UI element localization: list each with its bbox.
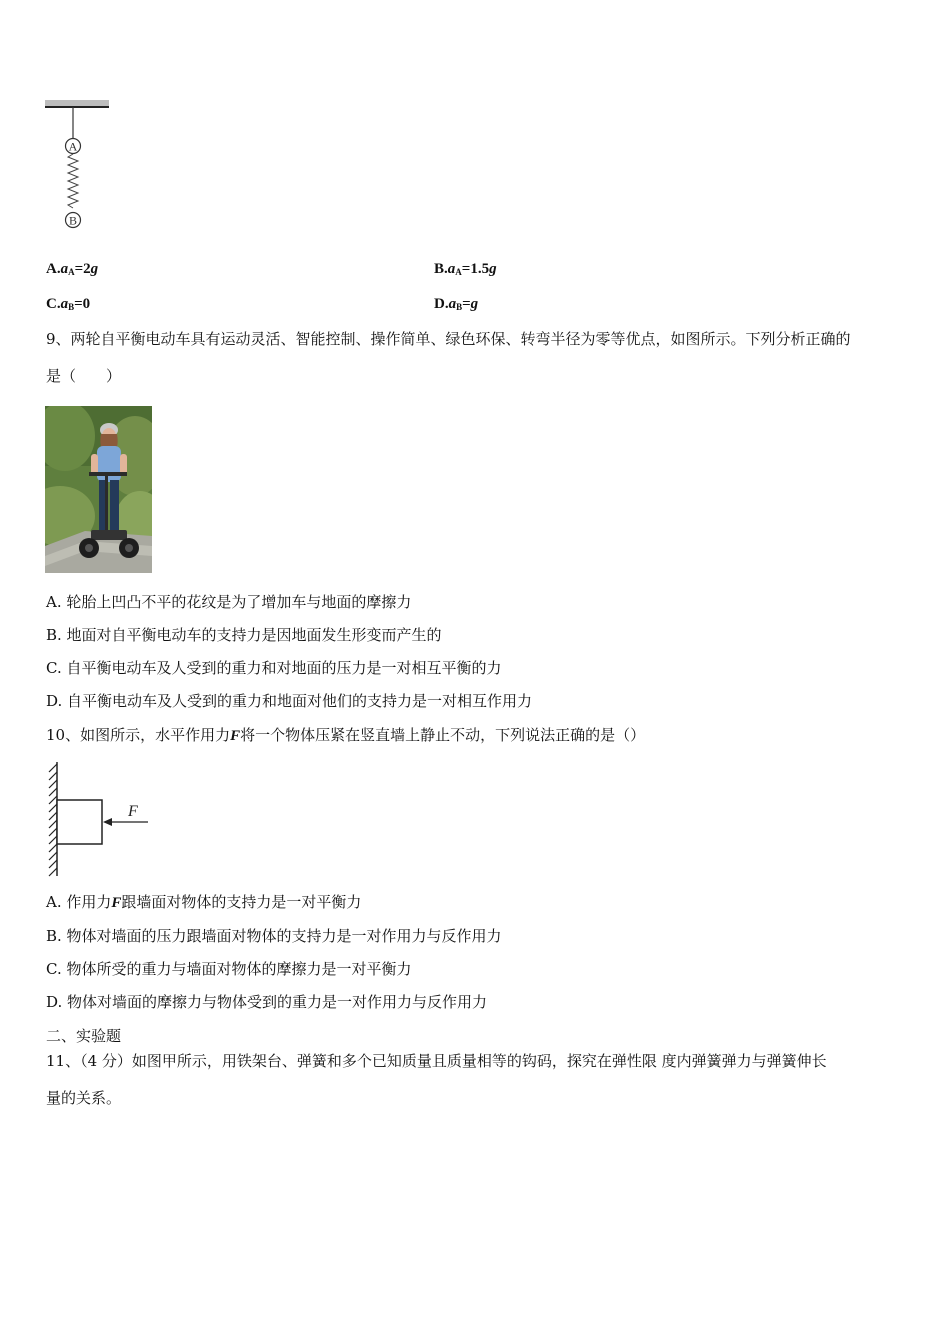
q8-option-d: $D.a_B=g$: [434, 296, 479, 312]
wall-block-figure: [44, 760, 154, 880]
q8-option-b: $B.a_A=1.5g$: [434, 261, 497, 277]
force-label: F: [128, 803, 138, 820]
q10-option-c: C. 物体所受的重力与墙面对物体的摩擦力是一对平衡力: [46, 960, 412, 978]
q10-option-b: B. 物体对墙面的压力跟墙面对物体的支持力是一对作用力与反作用力: [46, 927, 502, 945]
q10-option-d: D. 物体对墙面的摩擦力与物体受到的重力是一对作用力与反作用力: [46, 993, 488, 1011]
spring-coil: [68, 154, 78, 208]
ball-b-label: B: [68, 213, 78, 228]
q9-stem-line2: 是（ ）: [46, 367, 122, 385]
q9-option-b: B. 地面对自平衡电动车的支持力是因地面发生形变而产生的: [46, 626, 442, 644]
wall-hatching: [49, 764, 57, 876]
section-title: 二、实验题: [46, 1027, 122, 1045]
q11-stem-line1: 11、（4 分）如图甲所示，用铁架台、弹簧和多个已知质量且质量相等的钩码，探究在弹性限 度内弹簧弹力与弹簧伸长: [46, 1052, 827, 1070]
q10-stem: 10、如图所示，水平作用力F将一个物体压紧在竖直墙上静止不动，下列说法正确的是（）: [46, 726, 646, 744]
q9-option-d: D. 自平衡电动车及人受到的重力和地面对他们的支持力是一对相互作用力: [46, 692, 533, 710]
q9-option-a: A. 轮胎上凹凸不平的花纹是为了增加车与地面的摩擦力: [46, 593, 412, 611]
q10-option-a: A. 作用力F跟墙面对物体的支持力是一对平衡力: [46, 893, 362, 911]
q8-option-a: $A.a_A=2g$: [46, 261, 99, 277]
segway-photo: [45, 406, 152, 573]
q9-option-c: C. 自平衡电动车及人受到的重力和对地面的压力是一对相互平衡的力: [46, 659, 502, 677]
ceiling-bar: [45, 100, 109, 107]
q11-stem-line2: 量的关系。: [46, 1089, 122, 1107]
spring-figure: [42, 96, 114, 231]
q9-stem-line1: 9、两轮自平衡电动车具有运动灵活、智能控制、操作简单、绿色环保、转弯半径为零等优点，如图所示。下列分析正确的: [46, 330, 851, 348]
force-arrowhead: [103, 818, 112, 826]
q8-option-c: $C.a_B=0$: [46, 296, 91, 312]
ball-a-label: A: [68, 139, 78, 154]
block: [57, 800, 102, 844]
